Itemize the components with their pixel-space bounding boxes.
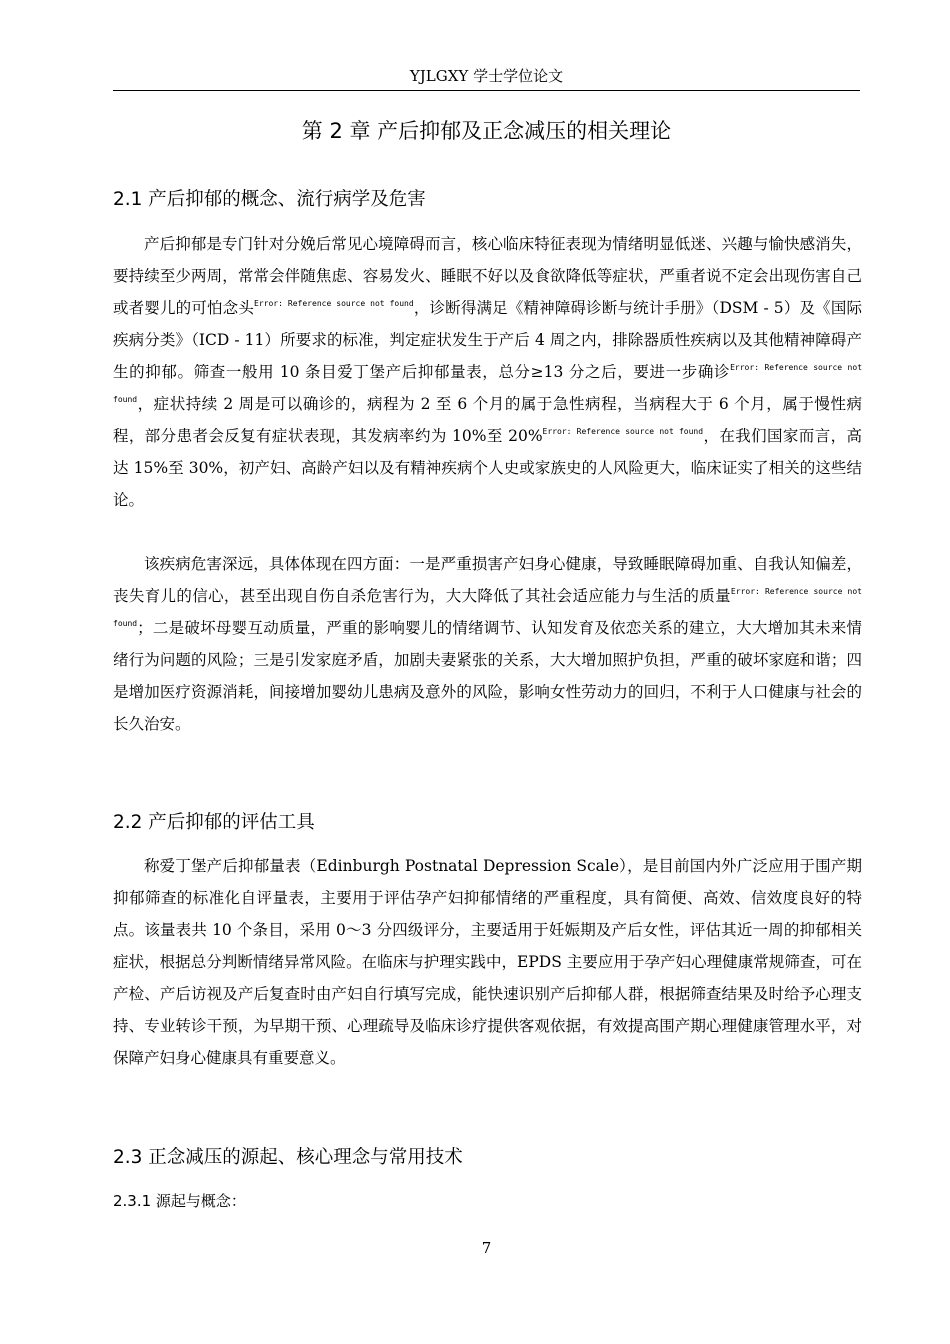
header-rule [113,90,860,91]
reference-error: Error: Reference source not found [113,587,862,628]
section-2-1-paragraph-1 [113,228,862,516]
paragraph-text: 产后抑郁是专门针对分娩后常见心境障碍而言，核心临床特征表现为情绪明显低迷、兴趣与愉快感消失，要持续至少两周，常常会伴随焦虑、容易发火、睡眠不好以及食欲降低等症状，严重者说不定会出现伤害自己或者婴儿的可怕念头 [113,235,862,317]
reference-error: Error: Reference source not found [113,363,863,404]
section-2-1-heading: 2.1 产后抑郁的概念、流行病学及危害 [113,189,426,210]
section-2-2-paragraph-1: 称爱丁堡产后抑郁量表（Edinburgh Postnatal Depression Scale），是目前国内外广泛应用于围产期抑郁筛查的标准化自评量表，主要用于评估孕产妇抑郁情绪的严重程度，具有简便、高效、信效度良好的特点。该量表共 10 个条目，采用 0～3 分四级评分，主要适用于妊娠期及产后女性，评估其近一周的抑郁相关症状，根据总分判断情绪异常风险。在临床与护理实践中，EPDS 主要应用于孕产妇心理健康常规筛查，可在产检、产后访视及产后复查时由产妇自行填写完成，能快速识别产后抑郁人群，根据筛查结果及时给予心理支持、专业转诊干预，为早期干预、心理疏导及临床诊疗提供客观依据，有效提高围产期心理健康管理水平，对保障产妇身心健康具有重要意义。 [113,857,862,1067]
paragraph-text: ；二是破坏母婴互动质量，严重的影响婴儿的情绪调节、认知发育及依恋关系的建立，大大增加其未来情绪行为问题的风险；三是引发家庭矛盾，加剧夫妻紧张的关系，大大增加照护负担，严重的破坏家庭和谐；四是增加医疗资源消耗，间接增加婴幼儿患病及意外的风险，影响女性劳动力的回归，不利于人口健康与社会的长久治安。 [113,619,862,733]
paragraph-text: ，诊断得满足《精神障碍诊断与统计手册》（DSM - 5）及《国际疾病分类》（ICD - 11）所要求的标准，判定症状发生于产后 4 周之内，排除器质性疾病以及其他精神障碍产生的抑郁。筛查一般用 10 条目爱丁堡产后抑郁量表，总分≥13 分之后，要进一步确诊 [113,299,862,381]
reference-error: Error: Reference source not found [254,299,414,308]
running-header: YJLGXY 学士学位论文 [409,67,564,85]
section-2-3-heading: 2.3 正念减压的源起、核心理念与常用技术 [113,1147,463,1168]
section-2-2-heading: 2.2 产后抑郁的评估工具 [113,812,315,833]
section-2-1-paragraph-2 [113,548,862,740]
paragraph-text: ，在我们国家而言，高达 15%至 30%，初产妇、高龄产妇以及有精神疾病个人史或家族史的人风险更大，临床证实了相关的这些结论。 [113,427,862,509]
paragraph-text: 该疾病危害深远，具体体现在四方面：一是严重损害产妇身心健康，导致睡眠障碍加重、自我认知偏差，丧失育儿的信心，甚至出现自伤自杀危害行为，大大降低了其社会适应能力与生活的质量 [113,555,862,605]
paragraph-text: ，症状持续 2 周是可以确诊的，病程为 2 至 6 个月的属于急性病程，当病程大于 6 个月，属于慢性病程，部分患者会反复有症状表现，其发病率约为 10%至 20% [113,395,862,445]
subsection-2-3-1-heading: 2.3.1 源起与概念： [113,1192,246,1210]
chapter-title: 第 2 章 产后抑郁及正念减压的相关理论 [301,119,672,143]
reference-error: Error: Reference source not found [542,427,704,436]
page-number: 7 [481,1239,492,1257]
